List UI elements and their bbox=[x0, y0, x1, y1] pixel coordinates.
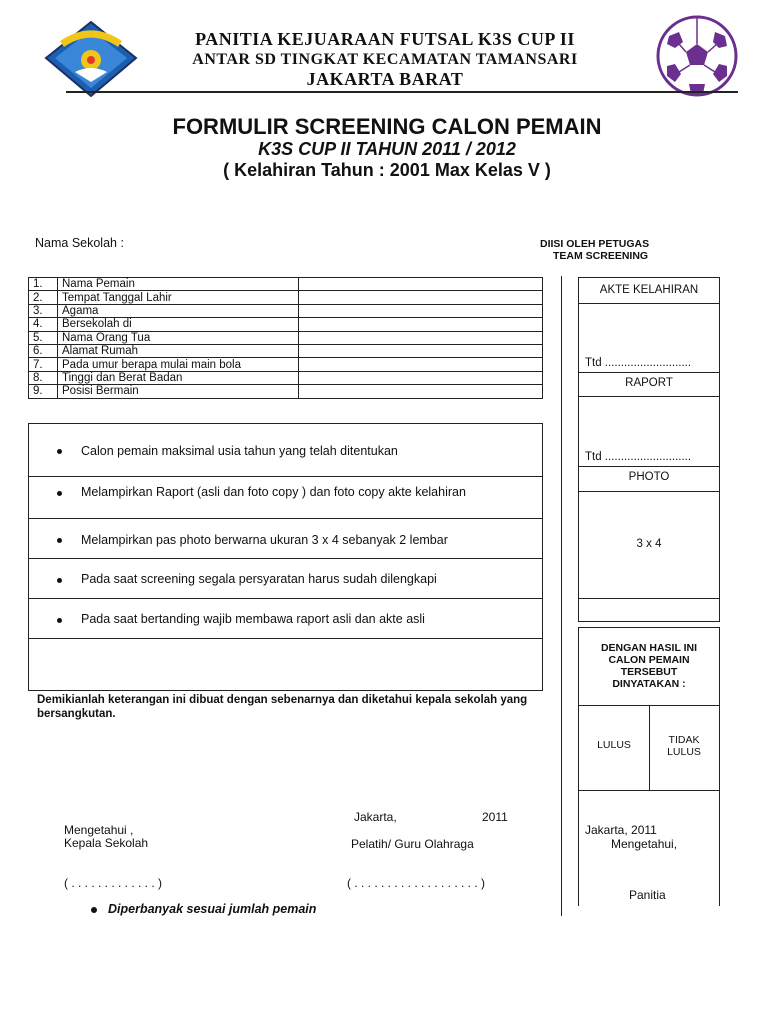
akte-label: AKTE KELAHIRAN bbox=[599, 284, 699, 296]
bullet-icon bbox=[57, 578, 62, 583]
header-rule bbox=[66, 91, 738, 93]
field-number: 3. bbox=[29, 304, 58, 317]
side-city-date: Jakarta, 2011 bbox=[585, 823, 657, 837]
field-number: 1. bbox=[29, 278, 58, 291]
soccer-ball-logo bbox=[655, 14, 739, 98]
requirement-item: Melampirkan Raport (asli dan foto copy ) dan foto copy akte kelahiran bbox=[29, 477, 542, 519]
field-row bbox=[29, 318, 543, 331]
form-title: FORMULIR SCREENING CALON PEMAIN bbox=[172, 114, 602, 139]
field-value-input[interactable] bbox=[299, 358, 543, 371]
field-value-input[interactable] bbox=[299, 318, 543, 331]
field-number: 5. bbox=[29, 331, 58, 344]
head-label: Kepala Sekolah bbox=[64, 836, 149, 850]
field-number: 9. bbox=[29, 385, 58, 398]
raport-label: RAPORT bbox=[625, 377, 673, 389]
field-label: Nama Orang Tua bbox=[58, 331, 299, 344]
header-line-2: ANTAR SD TINGKAT KECAMATAN TAMANSARI bbox=[192, 51, 578, 68]
field-value-input[interactable] bbox=[299, 331, 543, 344]
result-label: DENGAN HASIL INI CALON PEMAIN TERSEBUT DINYATAKAN : bbox=[600, 642, 698, 690]
statement-text: Demikianlah keterangan ini dibuat dengan sebenarnya dan diketahui kepala sekolah yang bersangkutan. bbox=[37, 694, 528, 720]
verification-column bbox=[578, 277, 720, 622]
field-value-input[interactable] bbox=[299, 291, 543, 304]
photo-label: PHOTO bbox=[628, 471, 670, 483]
field-row bbox=[29, 291, 543, 304]
requirement-item: Calon pemain maksimal usia tahun yang telah ditentukan bbox=[29, 424, 542, 477]
bullet-icon bbox=[57, 538, 62, 543]
field-label: Pada umur berapa mulai main bola bbox=[58, 358, 299, 371]
field-value-input[interactable] bbox=[299, 385, 543, 398]
bullet-icon bbox=[57, 449, 62, 454]
field-label: Alamat Rumah bbox=[58, 344, 299, 357]
side-column-line bbox=[561, 276, 562, 916]
field-label: Tempat Tanggal Lahir bbox=[58, 291, 299, 304]
header-line-1: PANITIA KEJUARAAN FUTSAL K3S CUP II bbox=[195, 29, 575, 49]
field-row bbox=[29, 371, 543, 384]
field-label: Tinggi dan Berat Badan bbox=[58, 371, 299, 384]
officer-label-1: DIISI OLEH PETUGAS bbox=[540, 238, 650, 250]
field-label: Posisi Bermain bbox=[58, 385, 299, 398]
field-value-input[interactable] bbox=[299, 344, 543, 357]
requirement-item: Melampirkan pas photo berwarna ukuran 3 x 4 sebanyak 2 lembar bbox=[29, 519, 542, 559]
field-label: Nama Pemain bbox=[58, 278, 299, 291]
field-row bbox=[29, 385, 543, 398]
coach-label: Pelatih/ Guru Olahraga bbox=[351, 837, 474, 851]
officer-label-2: TEAM SCREENING bbox=[553, 250, 649, 262]
panitia-label: Panitia bbox=[629, 888, 666, 902]
birth-year-note: ( Kelahiran Tahun : 2001 Max Kelas V ) bbox=[223, 160, 551, 180]
akte-signature: Ttd ........................... bbox=[585, 357, 692, 369]
result-box bbox=[578, 627, 720, 906]
field-number: 4. bbox=[29, 318, 58, 331]
field-number: 6. bbox=[29, 344, 58, 357]
bullet-icon bbox=[57, 491, 62, 496]
field-row bbox=[29, 358, 543, 371]
side-known: Mengetahui, bbox=[611, 837, 678, 851]
footnote-bullet-icon bbox=[91, 907, 97, 913]
field-number: 7. bbox=[29, 358, 58, 371]
signature-city: Jakarta, bbox=[354, 810, 397, 824]
form-subtitle: K3S CUP II TAHUN 2011 / 2012 bbox=[258, 139, 516, 159]
head-signature-blank: ( . . . . . . . . . . . . . ) bbox=[64, 876, 163, 890]
requirements-box bbox=[28, 423, 543, 691]
lulus-option: LULUS bbox=[597, 739, 631, 751]
field-row bbox=[29, 278, 543, 291]
field-row bbox=[29, 304, 543, 317]
field-number: 8. bbox=[29, 371, 58, 384]
tidak-lulus-option: TIDAK LULUS bbox=[667, 734, 701, 758]
signature-year: 2011 bbox=[482, 810, 508, 824]
player-data-table bbox=[28, 277, 543, 399]
field-row bbox=[29, 344, 543, 357]
requirement-item: Pada saat screening segala persyaratan harus sudah dilengkapi bbox=[29, 559, 542, 599]
field-value-input[interactable] bbox=[299, 371, 543, 384]
field-number: 2. bbox=[29, 291, 58, 304]
raport-signature: Ttd ........................... bbox=[585, 451, 692, 463]
requirement-item: Pada saat bertanding wajib membawa raport asli dan akte asli bbox=[29, 599, 542, 639]
coach-signature-blank: ( . . . . . . . . . . . . . . . . . . . ) bbox=[347, 876, 486, 890]
field-label: Bersekolah di bbox=[58, 318, 299, 331]
field-row bbox=[29, 331, 543, 344]
field-label: Agama bbox=[58, 304, 299, 317]
field-value-input[interactable] bbox=[299, 304, 543, 317]
bullet-icon bbox=[57, 618, 62, 623]
footnote-text: Diperbanyak sesuai jumlah pemain bbox=[108, 902, 317, 916]
field-value-input[interactable] bbox=[299, 278, 543, 291]
known-label: Mengetahui , bbox=[64, 823, 134, 837]
school-name-label: Nama Sekolah : bbox=[35, 236, 124, 250]
photo-size: 3 x 4 bbox=[636, 538, 662, 550]
header-line-3: JAKARTA BARAT bbox=[306, 69, 464, 89]
